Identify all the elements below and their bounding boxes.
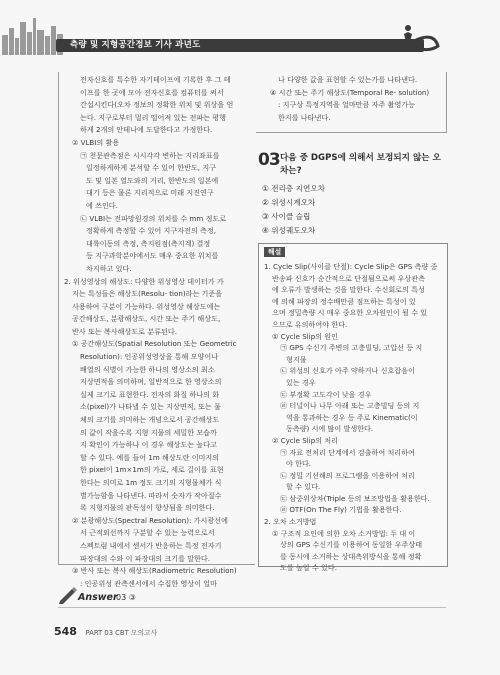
text-line: 상의 GPS 수신기를 이용하여 동일한 우주상태 [280, 540, 423, 550]
text-line: 공간해상도, 분광해상도, 시간 또는 주기 해상도, [72, 314, 221, 324]
pencil-icon [58, 586, 78, 604]
answer-options [262, 182, 442, 238]
text-line: ① 공간해상도(Spatial Resolution 또는 Geometric [72, 339, 237, 349]
text-line: 하게 2개의 안테나에 도달한다고 가정한다. [80, 125, 213, 135]
page-footer [54, 625, 157, 638]
text-line: 도를 높일 수 있다. [280, 563, 337, 573]
text-line: 2. 오차 소거방법 [264, 517, 317, 527]
option-2: ② 위성시계오차 [262, 198, 316, 208]
answer-label: Answer [78, 592, 118, 603]
text-line: 할 수 있다. 예를 들어 1m 해상도란 이미지의 [80, 452, 220, 462]
text-line: 대륙이동의 측정, 측지원점(측지계) 결정 [86, 238, 211, 248]
question-number: 03 [258, 150, 280, 170]
option-3: ③ 사이클 슬립 [262, 212, 311, 222]
option-4: ④ 위성궤도오차 [262, 226, 316, 236]
text-line: 체의 크기를 의미하는 개념으로서 공간해상도 [80, 415, 220, 425]
text-line: 나 다양한 값을 표현할 수 있는가를 나타낸다. [278, 75, 418, 84]
left-column-text [64, 74, 250, 590]
text-line: 2. 위성영상의 해상도: 다양한 위성영상 데이터가 가 [64, 276, 224, 286]
text-line: 야 한다. [286, 459, 312, 469]
text-line: 에 오류가 발생하는 것을 말한다. 수신회로의 특성 [272, 285, 425, 295]
text-line: ㉡ VLBI는 전파망원경의 위치를 수 mm 정도로 [80, 213, 227, 223]
solution-tag: 해설 [264, 247, 285, 257]
text-line: 한 pixel이 1m×1m의 가로, 세로 길이를 표현 [80, 465, 224, 475]
text-line: 1. Cycle Slip(사이클 단절): Cycle Slip은 GPS 측량 중 [264, 262, 438, 271]
text-line: ① 구조적 요인에 의한 오차 소거방법: 두 대 이 [272, 528, 416, 538]
text-line: 으므로 유의하여야 한다. [272, 319, 348, 329]
text-line: 도 및 일본 열도와의 거리, 한반도의 일본에 [86, 175, 219, 185]
option-1: ① 전리층 지연오차 [262, 184, 325, 193]
text-line: 는다. 지구로부터 멀리 떨어져 있는 전파는 평행 [80, 112, 226, 122]
text-line: : 인공위성 관측센서에서 수집한 영상이 얼마 [80, 578, 218, 588]
text-line: 간섭시킨다(오차 정보의 정확한 위치 및 위상을 얻 [80, 100, 234, 110]
text-line: ㉠ 천문관측점은 시시각각 변하는 지리좌표를 [80, 150, 220, 160]
text-line: 등 지구과학분야에서도 매우 중요한 위치를 [86, 251, 219, 261]
page-header [0, 0, 500, 62]
text-line: 에 쓰인다. [86, 200, 118, 210]
text-line: ② 분광해상도(Spectral Resolution): 가시광선에 [72, 515, 228, 525]
solution-text [264, 261, 442, 574]
text-line: 전자신호를 특수한 자기테이프에 기록한 후 그 테 [80, 75, 231, 84]
text-line: 를 동시에 소거하는 상대측위방식을 통해 정확 [280, 551, 422, 561]
text-line: 역을 통과하는 경우 등 주로 Kinematic(이 [286, 412, 418, 422]
text-line: 지는 특성들은 해상도(Resolu- tion)라는 기준을 [72, 289, 223, 299]
text-line: 의 값이 작을수록 지형 지물의 세밀한 모습까 [80, 427, 217, 437]
text-line: 지상면적을 의미하며, 일반적으로 한 영상소의 [80, 377, 222, 387]
text-line: 소(pixel)가 나타낼 수 있는 지상면적, 또는 물 [80, 402, 221, 412]
answer-divider [58, 607, 446, 608]
text-line: 이프를 한 곳에 모아 전자신호를 컴퓨터를 써서 [80, 87, 224, 97]
text-line: 한지를 나타낸다. [278, 112, 331, 122]
footer-part-label: PART 03 CBT 모의고사 [85, 629, 158, 637]
text-line: 형지물 [286, 354, 307, 364]
text-line: 배열의 식별이 가능한 하나의 영상소의 최소 [80, 364, 215, 374]
text-line: 파장대의 수와 이 파장대의 크기를 말한다. [80, 553, 211, 563]
text-line: ㉣ OTF(On The Fly) 기법을 활용한다. [280, 505, 402, 515]
text-line: ㉢ 부정확 고도각이 낮을 경우 [280, 389, 372, 399]
text-line: 에 의해 파장의 정수배만큼 점프하는 특성이 있 [272, 296, 416, 306]
text-line: ㉣ 터널이나 나무 아래 또는 고층빌딩 등의 지 [280, 401, 420, 411]
page-number: 548 [54, 625, 77, 638]
text-line: 대기 등은 물론 지리적으로 미래 지진연구 [86, 188, 214, 198]
text-line: 차지하고 있다. [86, 263, 132, 273]
text-line: : 지구상 특정지역을 얼마만큼 자주 촬영가능 [278, 100, 416, 110]
text-line: 스펙트럼 내에서 센서가 반응하는 특정 전자기 [80, 540, 222, 550]
question-block [258, 150, 448, 178]
text-line: ③ 반사 또는 복사 해상도(Radiometric Resolution) [72, 566, 237, 576]
text-line: 한다는 의미로 1m 정도 크기의 지형물체가 식 [80, 478, 222, 487]
question-text: 다음 중 DGPS에 의해서 보정되지 않는 오차는? [280, 153, 441, 176]
text-line: 반사 또는 복사해상도로 분류된다. [72, 326, 177, 336]
text-line: 사용하여 구분이 가능하다. 위성영상 해상도에는 [72, 301, 221, 311]
header-title: 측량 및 지형공간정보 기사 과년도 [70, 40, 201, 50]
text-line: 지 확인이 가능하나 이 경우 해상도는 높다고 [80, 440, 217, 450]
text-line: ② Cycle Slip의 처리 [272, 435, 339, 445]
text-line: 실제 크기로 표현한다. 전자의 화질 하나의 화 [80, 389, 220, 399]
header-decoration-icon [394, 22, 442, 58]
answer-value: 03 ③ [116, 593, 136, 602]
text-line: ㉠ 자료 전처리 단계에서 검출하여 처리하여 [280, 447, 415, 457]
text-line: 있는 경우 [286, 377, 316, 387]
text-line: ① Cycle Slip의 원인 [272, 331, 339, 341]
text-line: 할 수 있다. [286, 482, 321, 492]
text-line: 정확하게 측정할 수 있어 지구자전의 측정, [86, 226, 217, 236]
text-line: 서 근적외선까지 구분할 수 있는 능력으로서 [80, 528, 215, 538]
text-line: ㉢ 삼중위상차(Triple 등의 보조방법을 활용한다. [280, 493, 430, 503]
text-line: 별가능함을 나타낸다. 따라서 숫자가 작아질수 [80, 490, 222, 500]
text-line: 으며 정밀측량 시 매우 중요한 오차원인이 될 수 있 [272, 308, 428, 318]
text-line: 일정하게하게 분석할 수 있어 한반도, 지구 [86, 163, 217, 173]
text-line: 반송파 신호가 순간적으로 단절됨으로써 우상관측 [272, 273, 425, 283]
text-line: 록 지형지물의 판독성이 향상됨을 의미한다. [80, 503, 215, 513]
right-column-continuation [262, 74, 442, 124]
text-line: ④ 시간 또는 주기 해상도(Temporal Re- solution) [270, 87, 430, 97]
text-line: ㉡ 정밀 기선해의 프로그램을 이용하여 처리 [280, 470, 415, 480]
text-line: ㉠ GPS 수신기 주변의 고층빌딩, 고압선 등 지 [280, 343, 423, 353]
text-line: Resolution): 인공위성영상을 통해 모양이나 [80, 352, 219, 362]
text-line: 동측량) 시에 많이 발생한다. [286, 424, 374, 434]
text-line: ㉡ 위성의 신호가 아주 약하거나 신호잡음이 [280, 366, 415, 376]
text-line: ② VLBI의 활용 [72, 137, 120, 147]
